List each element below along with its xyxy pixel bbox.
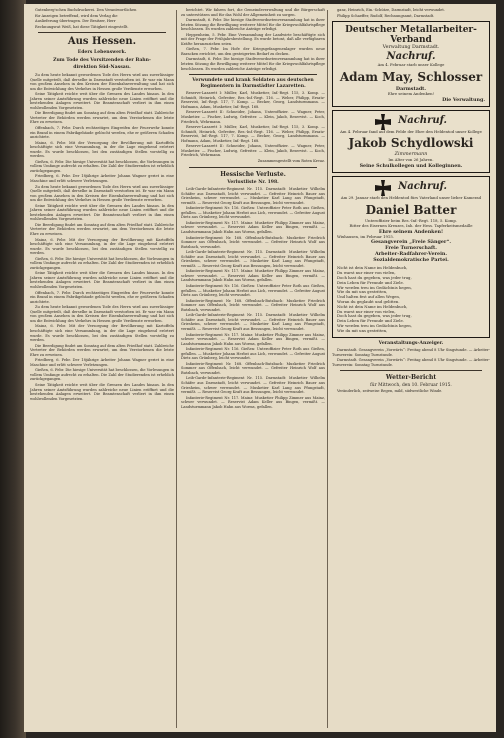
column-divider (176, 10, 177, 728)
iron-cross-icon (375, 114, 391, 130)
section-heading: Veranstaltungs-Anzeiger. (378, 340, 444, 346)
ad-name: Jakob Schydlowski (348, 136, 474, 151)
section-heading: Aus Hessen. (67, 36, 137, 48)
column-1 (30, 8, 174, 402)
ad-signature: Die Verwaltung. (442, 96, 485, 103)
paragraph: Infanterie-Regiment Nr. 168. Offenbach-Butzbach: Musketier Friedrich Sommer aus Offenbach, leicht verwundet. — Gefreiter Heinrich Wolf aus Butzbach, verwundet. (181, 361, 325, 375)
poem-line: Woran du geglaubt und gelitten. (337, 299, 400, 305)
paragraph: Seine Tätigkeit reichte weit über die Grenzen des Landes hinaus. In den Jahren seiner Amtsführung wurden zahlreiche neue Linien eröffnet und die bestehenden Anlagen erweitert. Die Beamtenschaft verliert in ihm einen wohlwollenden Vorgesetzten. (30, 271, 174, 290)
divider (340, 370, 482, 371)
poem-line: Doch hast du gegeben, was jeder trug, (337, 313, 412, 319)
article-heading: direktion Süd-Nassau. (73, 65, 131, 71)
column-3 (332, 8, 490, 394)
paragraph: Veränderlich, zeitweise Regen, mild, südwestliche Winde. (337, 388, 443, 393)
paragraph: Leib-Garde-Infanterie-Regiment Nr. 115. Darmstadt: Musketier Wilhelm Schäfer aus Darmstadt, leicht verwundet. — Gefreiter Heinrich Bauer aus Griesheim, schwer verwundet. — Musketier Karl Lang aus Pfungstadt, vermißt. — Reservist Georg Kraft aus Bessungen, leicht verwundet. (181, 187, 325, 205)
paragraph: Die Beerdigung findet am Sonntag auf dem alten Friedhof statt. Zahlreiche Vertreter der Behörden werden erwartet, um dem Verstorbenen die letzte Ehre zu erweisen. (30, 111, 174, 125)
section-heading: Wetter-Bericht (385, 374, 437, 382)
intro-line: Auslieferung übertragen. Der Besitzer, Herr (35, 19, 116, 24)
ad-nachruf: Nachruf. (398, 181, 448, 193)
paragraph: Seine Tätigkeit reichte weit über die Grenzen des Landes hinaus. In den Jahren seiner Amtsführung wurden zahlreiche neue Linien eröffnet und die bestehenden Anlagen erweitert. Die Beamtenschaft verliert in ihm einen wohlwollenden Vorgesetzten. (30, 92, 174, 110)
ad-org: Freie Turnerschaft. (385, 245, 437, 252)
ad-nachruf: Nachruf. (386, 51, 436, 63)
ad-place: Darmstadt. (395, 85, 427, 92)
paragraph: Seine Tätigkeit reichte weit über die Grenzen des Landes hinaus. In den Jahren seiner Amtsführung wurden zahlreiche neue Linien eröffnet und die bestehenden Anlagen erweitert. Die Beamtenschaft verliert in ihm einen wohlwollenden Vorgesetzten. (30, 203, 174, 222)
paragraph: Infanterie-Regiment Nr. 117. Mainz: Musketier Philipp Zimmer aus Mainz, schwer verwundet. — Reservist Adam Keller aus Bingen, vermißt. — Landsturmmann Jakob Hahn aus Worms, gefallen. (181, 220, 325, 235)
paragraph: Friedberg, 6. Febr. Der 18jährige Arbeiter Johann Wagner geriet in eine Maschine und erlitt schwere Verletzungen. (30, 174, 174, 183)
paragraph: Zu dem heute bekannt gewordenen Tode des Herrn wird aus zuverlässiger Quelle mitgeteilt, daß derselbe in Darmstadt verstorben ist. Er war ein Mann von großem Ansehen in den Kreisen der Eisenbahnverwaltung und hat sich um die Entwicklung des Verkehrs in Hessen große Verdienste erworben. (30, 72, 174, 91)
paragraph: Infanterie-Regiment Nr. 117. Mainz: Musketier Philipp Zimmer aus Mainz, schwer verwundet. — Reservist Adam Keller aus Bingen, vermißt. — Landsturmmann Jakob Hahn aus Worms, gefallen. (181, 395, 325, 409)
ad-name: Daniel Batter (365, 203, 457, 218)
poem-line: Du warst nur einer von vielen, (337, 270, 396, 276)
paragraph: Die Beerdigung findet am Sonntag auf dem alten Friedhof statt. Zahlreiche Vertreter der Behörden werden erwartet, um dem Verstorbenen die letzte Ehre zu erweisen. (30, 343, 174, 357)
poem-line: Du warst nur einer von vielen, (337, 308, 396, 314)
paragraph: Leib-Garde-Infanterie-Regiment Nr. 115. Darmstadt: Musketier Wilhelm Schäfer aus Darmstadt, leicht verwundet. — Gefreiter Heinrich Bauer aus Griesheim, schwer verwundet. — Musketier Karl Lang aus Pfungstadt, vermißt. — Reservist Georg Kraft aus Bessungen, leicht verwundet. (181, 376, 325, 395)
paragraph: Mainz, 6. Febr. Mit der Versorgung der Bevölkerung mit Kartoffeln beschäftigte sich eine Versammlung, in der die Lage eingehend erörtert wurde. Es wurde beschlossen, bei den zuständigen Stellen vorstellig zu werden. (30, 140, 174, 159)
ad-org: Sozialdemokratische Partei. (373, 257, 449, 264)
paragraph: Gießen, 6. Febr. Die hiesige Universität hat beschlossen, die Vorlesungen in vollem Umfange aufrecht zu erhalten. Die Zahl der Studierenden ist erheblich zurückgegangen. (30, 368, 174, 382)
paragraph: Offenbach, 7. Febr. Durch rechtzeitiges Eingreifen der Feuerwehr konnte ein Brand in einem Fabrikgebäude gelöscht werden, ehe er größeren Schaden anrichtete. (30, 125, 174, 140)
poem-line: Doch hast du gegeben, was jeder trug, (337, 275, 412, 281)
ad-text: Ritter des Eisernen Kreuzes, Inh. der Hess. Tapferkeitsmedaille (349, 222, 473, 228)
ad-text: Am 4. Februar fand auf dem Felde der Ehre den Heldentod unser Kollege (340, 128, 482, 134)
column-2 (181, 8, 325, 410)
paragraph: Philipp Schaeffer, Rudolf, Rechnungsamt, Darmstadt. (337, 13, 435, 18)
paragraph: Leib-Garde-Infanterie-Regiment Nr. 115. Darmstadt: Musketier Wilhelm Schäfer aus Darmstadt, leicht verwundet. — Gefreiter Heinrich Bauer aus Griesheim, schwer verwundet. — Musketier Karl Lang aus Pfungstadt, vermißt. — Reservist Georg Kraft aus Bessungen, leicht verwundet. (181, 250, 325, 268)
paragraph: Infanterie-Regiment Nr. 117. Mainz: Musketier Philipp Zimmer aus Mainz, schwer verwundet. — Reservist Adam Keller aus Bingen, vermißt. — Landsturmmann Jakob Hahn aus Worms, gefallen. (181, 269, 325, 283)
ad-name: Adam May, Schlosser (339, 69, 483, 84)
paragraph: Darmstadt. Gesangverein „Vorwärts“: Freitag abend 8 Uhr Singstunde. — Arbeiter-Turnverein: Sonntag Turnstunde. (332, 358, 490, 367)
paragraph: Reserve-Lazarett I: Müller, Karl, Musketier, Inf.-Regt. 115, 3. Komp. — Schmidt, Heinrich, Gefreiter, Res.-Inf.-Regt. 116. — Weber, Philipp, Ersatz-Reservist, Inf.-Regt. 117, 7. Komp. — Becker, Georg, Landsturmmann. — Hofmann, Adam, Musketier, Inf.-Regt. 168. (181, 91, 325, 109)
ad-text: Ehre seinem Andenken! (378, 228, 444, 235)
paragraph: Gießen, 6. Febr. Die hiesige Universität hat beschlossen, die Vorlesungen in vollem Umfange aufrecht zu erhalten. Die Zahl der Studierenden ist erheblich zurückgegangen. (30, 159, 174, 173)
poem-line: Nicht ist dein Name im Heldenbuch, (337, 303, 408, 309)
paragraph: Leib-Garde-Infanterie-Regiment Nr. 115. Darmstadt: Musketier Wilhelm Schäfer aus Darmstadt, leicht verwundet. — Gefreiter Heinrich Bauer aus Griesheim, schwer verwundet. — Musketier Karl Lang aus Pfungstadt, vermißt. — Reservist Georg Kraft aus Bessungen, leicht verwundet. (181, 313, 325, 331)
paragraph: berichtet. Wir fahren fort, die Gemeindeverwaltung und die Bürgerschaft zu unterstützen und für das Wohl der Allgemeinheit zu sorgen. (181, 8, 325, 17)
paragraph: Infanterie-Regiment Nr. 116. Gießen: Unteroffizier Peter Roth aus Gießen, gefallen. — Musketier Johann Herbst aus Lich, verwundet. — Gefreiter August Dietz aus Grünberg, leicht verwundet. (181, 284, 325, 298)
poem-line: Und halten fest auf allen Wegen, (337, 294, 401, 300)
ad-signature: Seine Schulkollegen und Kolleginnen. (359, 163, 463, 170)
paragraph: Infanterie-Regiment Nr. 168. Offenbach-Butzbach: Musketier Friedrich Sommer aus Offenbach, leicht verwundet. — Gefreiter Heinrich Wolf aus Butzbach, verwundet. (181, 298, 325, 312)
paragraph: Friedberg, 6. Febr. Der 18jährige Arbeiter Johann Wagner geriet in eine Maschine und erlitt schwere Verletzungen. (30, 358, 174, 367)
divider (189, 167, 317, 168)
obituary-ad-schydlowski (332, 110, 490, 174)
paragraph: Infanterie-Regiment Nr. 116. Gießen: Unteroffizier Peter Roth aus Gießen, gefallen. — Musketier Johann Herbst aus Lich, verwundet. — Gefreiter August Dietz aus Grünberg, leicht verwundet. (181, 347, 325, 361)
paragraph: Heppenheim, 5. Febr. Eine Versammlung der Landwirte beschäftigte sich mit der Frage der Frühjahrsbestellung. Es wurde betont, daß alle verfügbaren Kräfte heranzuziehen seien. (181, 32, 325, 46)
ad-text: Am 4. Februar starb unser Kollege (377, 62, 445, 68)
ad-text: Am 29. Januar starb den Heldentod fürs Vaterland unser lieber Kamerad (340, 195, 482, 201)
obituary-ad-batter (332, 176, 490, 337)
divider (38, 32, 166, 33)
paragraph: Seine Tätigkeit reichte weit über die Grenzen des Landes hinaus. In den Jahren seiner Amtsführung wurden zahlreiche neue Linien eröffnet und die bestehenden Anlagen erweitert. Die Beamtenschaft verliert in ihm einen wohlwollenden Vorgesetzten. (30, 382, 174, 401)
paragraph: Zu dem heute bekannt gewordenen Tode des Herrn wird aus zuverlässiger Quelle mitgeteilt, daß derselbe in Darmstadt verstorben ist. Er war ein Mann von großem Ansehen in den Kreisen der Eisenbahnverwaltung und hat sich um die Entwicklung des Verkehrs in Hessen große Verdienste erworben. (30, 305, 174, 323)
paragraph: Reserve-Lazarett II: Schneider, Johann, Unteroffizier. — Wagner, Peter, Musketier. — Fischer, Ludwig, Gefreiter. — Klein, Jakob, Reservist. — Koch, Friedrich, Wehrmann. (181, 144, 325, 158)
paragraph: ganz, Heinrich, Ein.-Schütze, Darmstadt, leicht verwundet. (337, 8, 445, 12)
article-heading: Zum Tode des Vorsitzenden der Bahn- (53, 57, 151, 63)
weather-subheading: für Mittwoch, den 10. Februar 1915. (370, 383, 452, 389)
paragraph: Offenbach, 7. Febr. Durch rechtzeitiges Eingreifen der Feuerwehr konnte ein Brand in einem Fabrikgebäude gelöscht werden, ehe er größeren Schaden anrichtete. (30, 290, 174, 304)
paragraph: Die Beerdigung findet am Sonntag auf dem alten Friedhof statt. Zahlreiche Vertreter der Behörden werden erwartet, um dem Verstorbenen die letzte Ehre zu erweisen. (30, 222, 174, 237)
column-divider (327, 10, 328, 728)
article-heading: Verwundete und krank Soldaten aus deutschen Regimentern in Darmstädter Lazaretten. (192, 78, 314, 89)
paragraph: Mainz, 6. Febr. Mit der Versorgung der Bevölkerung mit Kartoffeln beschäftigte sich eine Versammlung, in der die Lage eingehend erörtert wurde. Es wurde beschlossen, bei den zuständigen Stellen vorstellig zu werden. (30, 324, 174, 343)
poem-line: Dein Leben für Freunde und Ziele. (337, 318, 404, 324)
paragraph: Infanterie-Regiment Nr. 116. Gießen: Unteroffizier Peter Roth aus Gießen, gefallen. — Musketier Johann Herbst aus Lich, verwundet. — Gefreiter August Dietz aus Grünberg, leicht verwundet. (181, 206, 325, 220)
ad-subtitle: Verwaltung Darmstadt. (382, 45, 440, 51)
paragraph: Mainz, 6. Febr. Mit der Versorgung der Bevölkerung mit Kartoffeln beschäftigte sich eine Versammlung, in der die Lage eingehend erörtert wurde. Es wurde beschlossen, bei den zuständigen Stellen vorstellig zu werden. (30, 237, 174, 256)
section-heading: Hessische Verluste. (220, 170, 286, 178)
poem-line: Dein Leben für Freunde und Ziele. (337, 279, 404, 285)
book-spine (0, 0, 26, 738)
signature: Zusammengestellt vom Roten Kreuz. (257, 158, 325, 163)
iron-cross-icon (375, 180, 391, 196)
paragraph: Reserve-Lazarett I: Müller, Karl, Musketier, Inf.-Regt. 115, 3. Komp. — Schmidt, Heinrich, Gefreiter, Res.-Inf.-Regt. 116. — Weber, Philipp, Ersatz-Reservist, Inf.-Regt. 117, 7. Komp. — Becker, Georg, Landsturmmann. — Hofmann, Adam, Musketier, Inf.-Regt. 168. (181, 125, 325, 143)
ad-nachruf: Nachruf. (398, 114, 448, 126)
section-subheading: Verlustliste Nr. 198. (227, 179, 279, 185)
poem-line: Wir werden treu im Gedächtnis hegen, (337, 323, 412, 329)
ad-text: Ehre seinem Andenken! (387, 90, 435, 96)
ad-place: Wixhausen, im Februar 1915. (337, 233, 394, 239)
section-subheading: Eders Lebenswerk. (77, 50, 127, 56)
intro-line: Gutenberg'schen Buchdruckerei. Den Verantwortlichen (35, 8, 137, 12)
paragraph: Infanterie-Regiment Nr. 117. Mainz: Musketier Philipp Zimmer aus Mainz, schwer verwundet. — Reservist Adam Keller aus Bingen, vermißt. — Landsturmmann Jakob Hahn aus Worms, gefallen. (181, 332, 325, 346)
newspaper-page (24, 4, 496, 732)
ad-org: Arbeiter-Radfahrer-Verein. (374, 251, 448, 258)
ad-text: Unteroffizier beim Res.-Inf.-Regt. 118, 5. Komp. (364, 218, 458, 224)
ad-title: Deutscher Metallarbeiter-Verband (345, 25, 477, 46)
obituary-ad-metallarbeiter (332, 21, 490, 107)
paragraph: Gießen, 6. Febr. Die hiesige Universität hat beschlossen, die Vorlesungen in vollem Umfange aufrecht zu erhalten. Die Zahl der Studierenden ist erheblich zurückgegangen. (30, 256, 174, 270)
paragraph: Darmstadt, 6. Febr. Die hiesige Stadtverordnetenversammlung hat in ihrer letzten Sitzung die Bewilligung weiterer Mittel für die Kriegswohlfahrtspflege beschlossen. Es wurden zahlreiche Anträge erledigt. (181, 57, 325, 71)
poem-line: Wie du mit uns gestritten, (337, 289, 388, 295)
paragraph: Reserve-Lazarett II: Schneider, Johann, Unteroffizier. — Wagner, Peter, Musketier. — Fischer, Ludwig, Gefreiter. — Klein, Jakob, Reservist. — Koch, Friedrich, Wehrmann. (181, 110, 325, 124)
poem-line: Nicht ist dein Name im Heldenbuch, (337, 265, 408, 271)
ad-org: Gesangverein „Freie Sänger“. (371, 239, 451, 246)
paragraph: Infanterie-Regiment Nr. 168. Offenbach-Butzbach: Musketier Friedrich Sommer aus Offenbach, leicht verwundet. — Gefreiter Heinrich Wolf aus Butzbach, verwundet. (181, 235, 325, 249)
paragraph: Zu dem heute bekannt gewordenen Tode des Herrn wird aus zuverlässiger Quelle mitgeteilt, daß derselbe in Darmstadt verstorben ist. Er war ein Mann von großem Ansehen in den Kreisen der Eisenbahnverwaltung und hat sich um die Entwicklung des Verkehrs in Hessen große Verdienste erworben. (30, 184, 174, 203)
paragraph: Darmstadt, 6. Febr. Die hiesige Stadtverordnetenversammlung hat in ihrer letzten Sitzung die Bewilligung weiterer Mittel für die Kriegswohlfahrtspflege beschlossen. Es wurden zahlreiche Anträge erledigt. (181, 18, 325, 32)
poem-line: Wie du mit uns gestritten, (337, 327, 388, 333)
intro-line: für Anzeigen betreffend, wird dem Verlag die (35, 13, 118, 18)
ad-role: Zimmermann (394, 152, 428, 158)
intro-line: Rechnungsrat Weiß, hat diese Tätigkeit eingestellt. (35, 24, 129, 29)
paragraph: Gießen, 7. Febr. Im Hofe der Kriegsgefangenenlager wurden neue Baracken errichtet, um den gesteigerten Bedarf zu decken. (181, 47, 325, 56)
divider (189, 74, 317, 75)
poem-line: Wir werden treu im Gedächtnis hegen, (337, 284, 412, 290)
ad-text: Im Alter von 26 Jahren. (388, 157, 434, 163)
paragraph: Darmstadt. Gesangverein „Vorwärts“: Freitag abend 8 Uhr Singstunde. — Arbeiter-Turnverein: Sonntag Turnstunde. (332, 348, 490, 357)
